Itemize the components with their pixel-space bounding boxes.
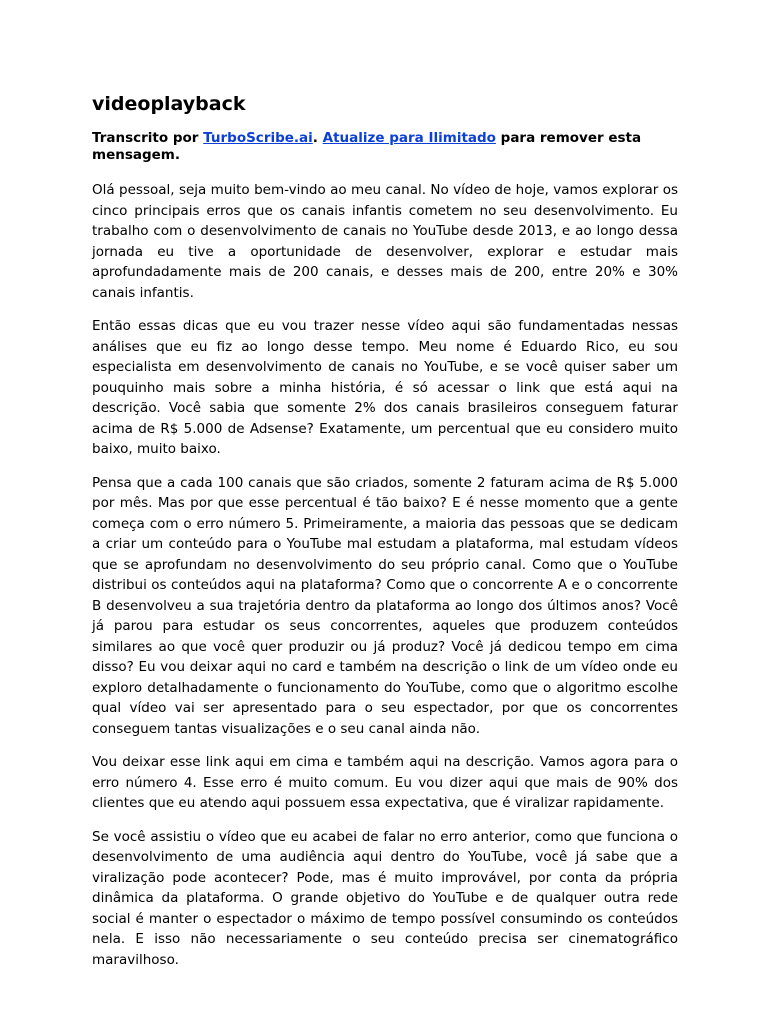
paragraph: Vou deixar esse link aqui em cima e também aqui na descrição. Vamos agora para o erro número 4. Esse erro é muito comum. Eu vou dizer aqui que mais de 90% dos clientes que eu atendo aqui possuem essa expectativa, que é viralizar rapidamente. xyxy=(92,754,678,811)
transcription-banner xyxy=(92,130,678,164)
turboscribe-link[interactable]: TurboScribe.ai xyxy=(203,130,313,146)
paragraph: Pensa que a cada 100 canais que são criados, somente 2 faturam acima de R$ 5.000 por mês. Mas por que esse percentual é tão baixo? E é nesse momento que a gente começa com o erro número 5. Primeiramente, a maioria das pessoas que se dedicam a criar um conteúdo para o YouTube mal estudam a plataforma, mal estudam vídeos que se aprofundam no desenvolvimento do seu próprio canal. Como que o YouTube distribui os conteúdos aqui na plataforma? Como que o concorrente A e o concorrente B desenvolveu a sua trajetória dentro da plataforma ao longo dos últimos anos? Você já parou para estudar os seus concorrentes, aqueles que produzem conteúdos similares ao que você quer produzir ou já produz? Você já dedicou tempo em cima disso? Eu vou deixar aqui no card e também na descrição o link de um vídeo onde eu exploro detalhadamente o funcionamento do YouTube, como que o algoritmo escolhe qual vídeo vai ser apresentado para o seu espectador, por que os concorrentes conseguem tantas visualizações e o seu canal ainda não. xyxy=(92,474,678,737)
paragraph: Olá pessoal, seja muito bem-vindo ao meu canal. No vídeo de hoje, vamos explorar os cinco principais erros que os canais infantis cometem no seu desenvolvimento. Eu trabalho com o desenvolvimento de canais no YouTube desde 2013, e ao longo dessa jornada eu tive a oportunidade de desenvolver, explorar e estudar mais aprofundadamente mais de 200 canais, e desses mais de 200, entre 20% e 30% canais infantis. xyxy=(92,182,678,301)
upgrade-unlimited-link[interactable]: Atualize para Ilimitado xyxy=(322,130,496,146)
paragraph: Então essas dicas que eu vou trazer nesse vídeo aqui são fundamentadas nessas análises que eu fiz ao longo desse tempo. Meu nome é Eduardo Rico, eu sou especialista em desenvolvimento de canais no YouTube, e se você quiser saber um pouquinho mais sobre a minha história, é só acessar o link que está aqui na descrição. Você sabia que somente 2% dos canais brasileiros conseguem faturar acima de R$ 5.000 de Adsense? Exatamente, um percentual que eu considero muito baixo, muito baixo. xyxy=(92,318,678,457)
banner-suffix: para remover esta mensagem. xyxy=(92,130,642,163)
document-title: videoplayback xyxy=(92,93,246,115)
banner-separator: . xyxy=(312,130,323,146)
paragraph: Se você assistiu o vídeo que eu acabei de falar no erro anterior, como que funciona o desenvolvimento de uma audiência aqui dentro do YouTube, você já sabe que a viralização pode acontecer? Pode, mas é muito improvável, por conta da própria dinâmica da plataforma. O grande objetivo do YouTube e de qualquer outra rede social é manter o espectador o máximo de tempo possível consumindo os conteúdos nela. E isso não necessariamente o seu conteúdo precisa ser cinematográfico maravilhoso. xyxy=(92,828,678,968)
banner-prefix: Transcrito por xyxy=(92,130,204,146)
